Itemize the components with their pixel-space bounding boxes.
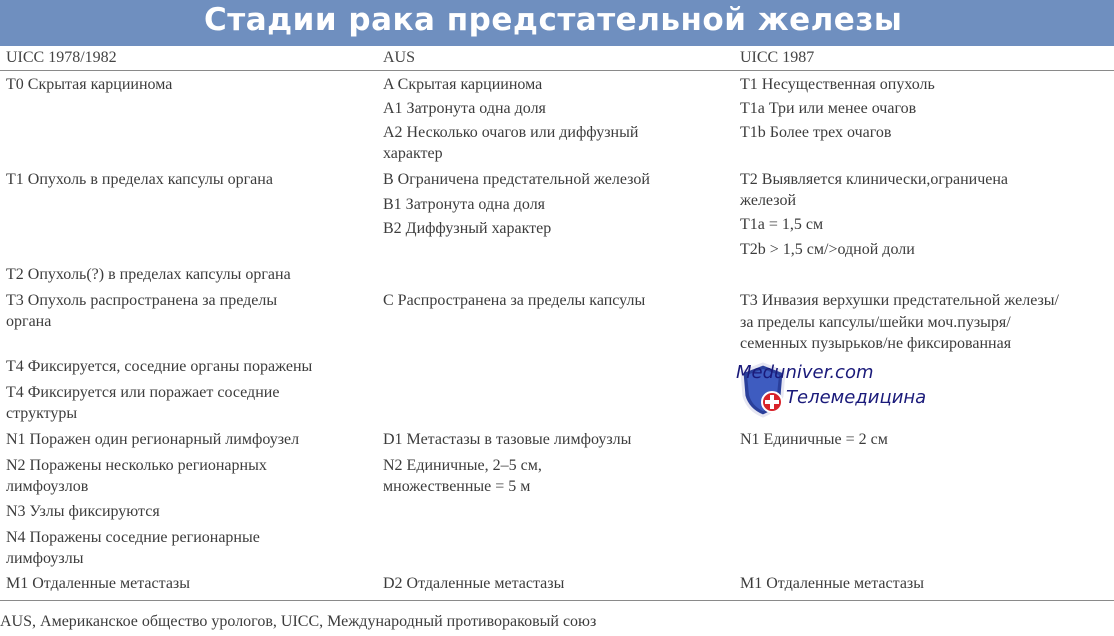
table-cell: семенных пузырьков/не фиксированная	[740, 335, 1012, 352]
table-cell: N1 Поражен один регионарный лимфоузел	[6, 431, 300, 448]
table-cell: D2 Отдаленные метастазы	[383, 575, 565, 592]
table-cell: T3 Опухоль распространена за пределы	[6, 292, 278, 309]
table-cell: A Скрытая карциинома	[383, 76, 543, 93]
table-cell: структуры	[6, 405, 78, 422]
watermark-site: Meduniver.com	[736, 362, 874, 383]
table-cell: T1a Три или менее очагов	[740, 100, 917, 117]
title-banner	[0, 0, 1114, 46]
table-cell: T2b > 1,5 см/>одной доли	[740, 241, 915, 258]
table-cell: T1 Несущественная опухоль	[740, 76, 935, 93]
table-cell: T0 Скрытая карциинома	[6, 76, 173, 93]
table-cell: N1 Единичные = 2 см	[740, 431, 888, 448]
header-aus: AUS	[383, 49, 416, 66]
table-cell: M1 Отдаленные метастазы	[6, 575, 190, 592]
table-cell: A2 Несколько очагов или диффузный	[383, 124, 639, 141]
table-cell: M1 Отдаленные метастазы	[740, 575, 924, 592]
table-cell: T4 Фиксируется или поражает соседние	[6, 384, 280, 401]
header-uicc-1987: UICC 1987	[740, 49, 815, 66]
table-cell: T1a = 1,5 см	[740, 216, 824, 233]
table-cell: за пределы капсулы/шейки моч.пузыря/	[740, 314, 1011, 331]
table-cell: лимфоузлов	[6, 478, 89, 495]
table-cell: T2 Выявляется клинически,ограничена	[740, 171, 1009, 188]
table-cell: A1 Затронута одна доля	[383, 100, 546, 117]
table-cell: D1 Метастазы в тазовые лимфоузлы	[383, 431, 632, 448]
table-cell: железой	[740, 192, 797, 209]
table-cell: T2 Опухоль(?) в пределах капсулы органа	[6, 266, 291, 283]
table-cell: T4 Фиксируется, соседние органы поражены	[6, 358, 313, 375]
footnote: AUS, Американское общество урологов, UICC, Международный противораковый союз	[0, 613, 597, 630]
table-cell: множественные = 5 м	[383, 478, 531, 495]
table-cell: B Ограничена предстательной железой	[383, 171, 650, 188]
table-cell: N2 Поражены несколько регионарных	[6, 457, 267, 474]
header-uicc-1978: UICC 1978/1982	[6, 49, 117, 66]
table-cell: B2 Диффузный характер	[383, 220, 552, 237]
table-cell: N2 Единичные, 2–5 см,	[383, 457, 542, 474]
table-cell: T1 Опухоль в пределах капсулы органа	[6, 171, 273, 188]
watermark-subtitle: Телемедицина	[786, 387, 927, 408]
table-cell: N3 Узлы фиксируются	[6, 503, 160, 520]
table-cell: C Распространена за пределы капсулы	[383, 292, 646, 309]
watermark-logo	[734, 360, 939, 420]
table-cell: B1 Затронута одна доля	[383, 196, 546, 213]
table-cell: N4 Поражены соседние регионарные	[6, 529, 260, 546]
table-header-row	[0, 46, 1114, 71]
page-title: Стадии рака предстательной железы	[204, 2, 903, 38]
table-cell: лимфоузлы	[6, 550, 84, 567]
table-cell: T1b Более трех очагов	[740, 124, 892, 141]
table-bottom-rule	[0, 600, 1114, 601]
table-cell: характер	[383, 145, 443, 162]
table-cell: органа	[6, 313, 52, 330]
table-cell: T3 Инвазия верхушки предстательной железы/	[740, 292, 1059, 309]
